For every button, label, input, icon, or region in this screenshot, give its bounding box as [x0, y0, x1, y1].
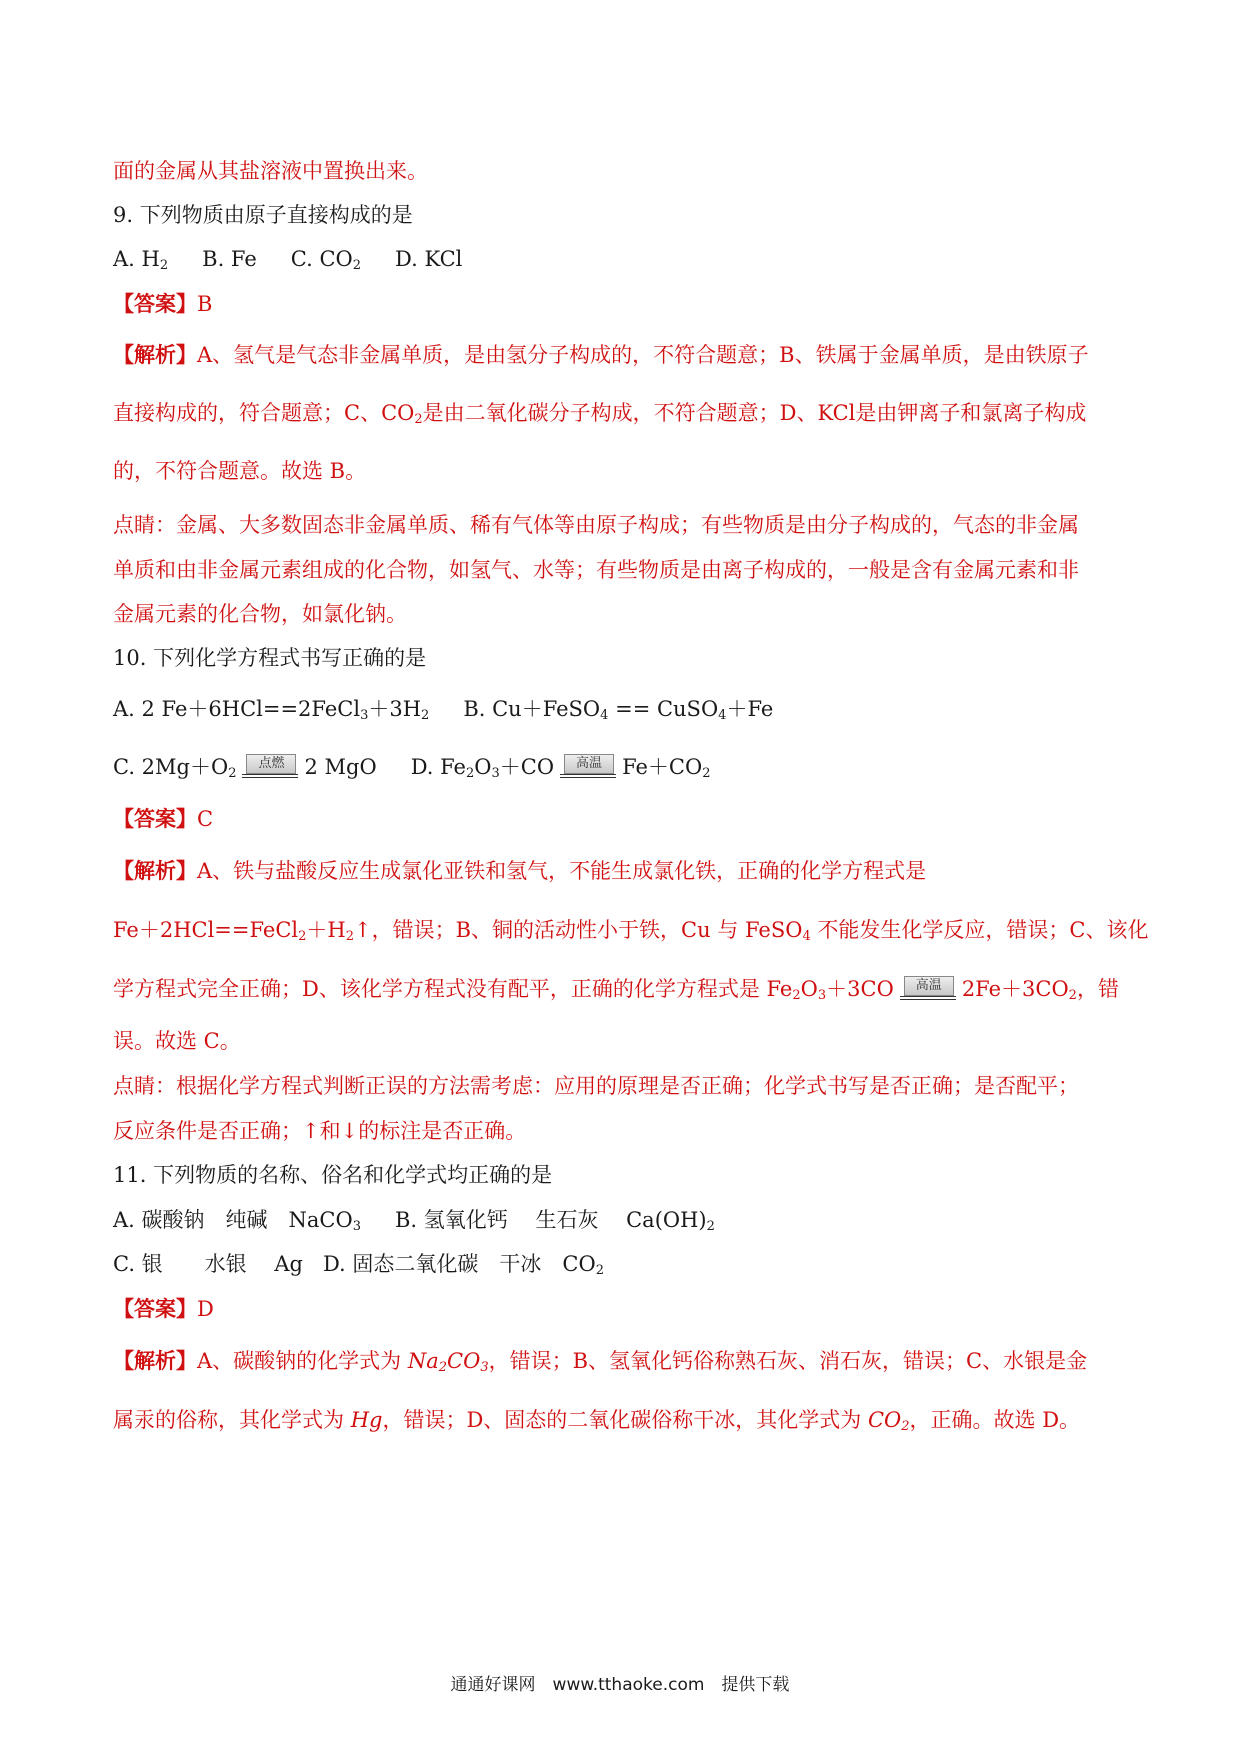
question-10: 10. 下列化学方程式书写正确的是	[113, 646, 427, 670]
analysis-11-line-2: 属汞的俗称，其化学式为 Hg，错误；D、固态的二氧化碳俗称干冰，其化学式为 $CO_2$，正确。故选 D。	[113, 1408, 1081, 1434]
analysis-label: 【解析】	[113, 858, 197, 883]
analysis-11-line-1: 【解析】A、碳酸钠的化学式为 $Na_2CO_3$，错误；B、氢氧化钙俗称熟石灰、消石灰，错误；C、水银是金	[113, 1348, 1088, 1375]
analysis-9-line-1: 【解析】A、氢气是气态非金属单质，是由氢分子构成的，不符合题意；B、铁属于金属单质，是由铁原子	[113, 342, 1089, 367]
text-line: 面的金属从其盐溶液中置换出来。	[113, 159, 428, 183]
question-11: 11. 下列物质的名称、俗名和化学式均正确的是	[113, 1163, 553, 1187]
option-c: C. 银 水银 Ag	[113, 1252, 303, 1276]
reaction-condition: 高温	[900, 976, 956, 1002]
page-footer: 通通好课网 www.tthaoke.com 提供下载	[450, 1675, 790, 1695]
answer-10: 【答案】C	[113, 806, 214, 831]
analysis-10-line-1: 【解析】A、铁与盐酸反应生成氯化亚铁和氢气，不能生成氯化铁，正确的化学方程式是	[113, 858, 927, 883]
answer-label: 【答案】	[113, 1296, 197, 1321]
option-d: D. 固态二氧化碳 干冰 $CO_2$	[322, 1252, 604, 1278]
analysis-label: 【解析】	[113, 1348, 197, 1373]
analysis-9-line-3: 的，不符合题意。故选 B。	[113, 459, 367, 483]
answer-label: 【答案】	[113, 806, 197, 831]
option-d: D. KCl	[395, 247, 463, 271]
option-b: B. Fe	[202, 247, 257, 271]
answer-11: 【答案】D	[113, 1296, 214, 1321]
analysis-9-line-2: 直接构成的，符合题意；C、$CO_2$是由二氧化碳分子构成，不符合题意；D、KCl是由钾离子和氯离子构成	[113, 401, 1087, 427]
tip-9-line-3: 金属元素的化合物，如氯化钠。	[113, 602, 407, 626]
question-11-options-cd	[113, 1249, 1133, 1279]
option-a: A. $H_2$	[113, 247, 169, 273]
question-10-options-cd	[113, 752, 1133, 782]
analysis-10-line-3: 学方程式完全正确；D、该化学方程式没有配平，正确的化学方程式是 $Fe_2O_3+3CO$ 高温 $2Fe+3CO_2$，错	[113, 977, 1119, 1003]
tip-9-line-1: 点睛：金属、大多数固态非金属单质、稀有气体等由原子构成；有些物质是由分子构成的，气态的非金属	[113, 513, 1079, 537]
option-c: C. $2Mg+O_2$ 点燃 2 MgO	[113, 755, 377, 781]
option-d: D. $Fe_2O_3+CO$ 高温 $Fe+CO_2$	[410, 755, 711, 781]
reaction-condition: 点燃	[242, 754, 298, 780]
question-10-options-ab	[113, 694, 1133, 724]
question-9: 9. 下列物质由原子直接构成的是	[113, 203, 413, 227]
answer-9: 【答案】B	[113, 291, 213, 316]
option-a: A. 碳酸钠 纯碱 NaCO$_3$	[113, 1208, 361, 1234]
analysis-10-line-4: 误。故选 C。	[113, 1029, 241, 1053]
tip-10-line-2: 反应条件是否正确；↑和↓的标注是否正确。	[113, 1119, 527, 1143]
tip-9-line-2: 单质和由非金属元素组成的化合物，如氢气、水等；有些物质是由离子构成的，一般是含有金属元素和非	[113, 558, 1079, 582]
reaction-condition: 高温	[560, 754, 616, 780]
analysis-10-line-2: $Fe+2HCl==FeCl_2+H_2↑$，错误；B、铜的活动性小于铁，Cu 与 FeSO$_4$ 不能发生化学反应，错误；C、该化	[113, 918, 1149, 944]
question-11-options-ab	[113, 1205, 1133, 1235]
tip-10-line-1: 点睛：根据化学方程式判断正误的方法需考虑：应用的原理是否正确；化学式书写是否正确；是否配平；	[113, 1074, 1079, 1098]
question-9-options	[113, 244, 1133, 274]
answer-label: 【答案】	[113, 291, 197, 316]
option-b: B. 氢氧化钙 生石灰 $Ca(OH)_2$	[394, 1208, 715, 1234]
analysis-label: 【解析】	[113, 342, 197, 367]
option-c: C. $CO_2$	[290, 247, 362, 273]
option-b: B. Cu＋FeSO$_4$ == CuSO$_4$＋Fe	[463, 697, 774, 723]
option-a: A. 2 $Fe+6HCl==2FeCl_3+3H_2$	[113, 697, 430, 723]
